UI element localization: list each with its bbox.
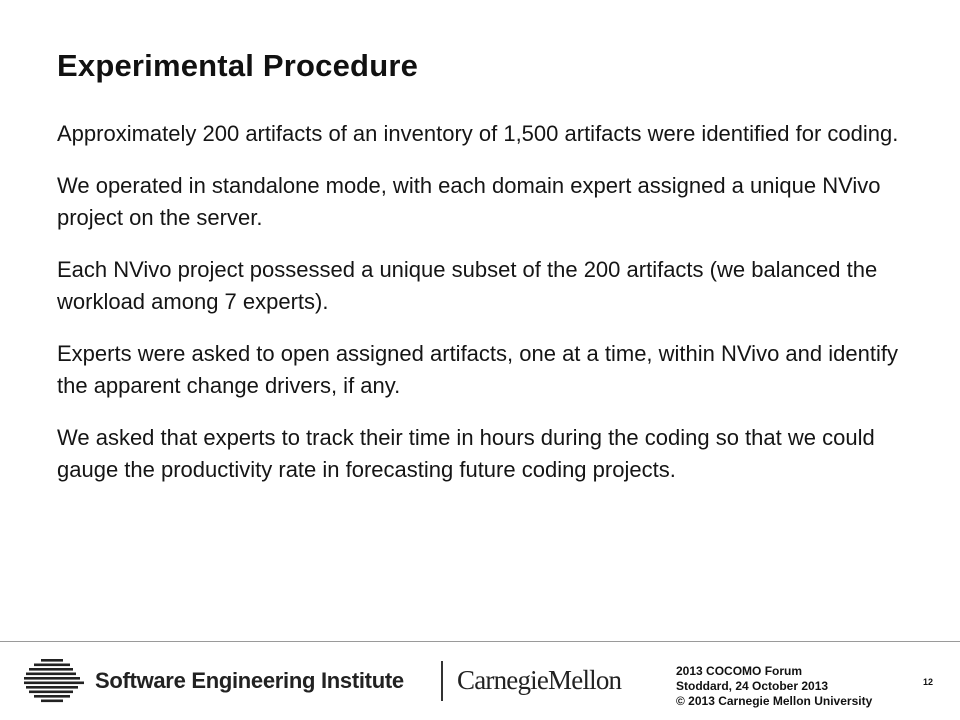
paragraph: Approximately 200 artifacts of an inventory of 1,500 artifacts were identified for coding.	[57, 121, 899, 146]
cmu-name: CarnegieMellon	[457, 665, 622, 695]
paragraph: We operated in standalone mode, with each domain expert assigned a unique NVivo project on the server.	[57, 173, 881, 230]
paragraph: Experts were asked to open assigned artifacts, one at a time, within NVivo and identify the apparent change drivers, if any.	[57, 341, 898, 398]
footer-author-date: Stoddard, 24 October 2013	[676, 679, 829, 693]
slide-body	[57, 118, 907, 506]
footer-copyright: © 2013 Carnegie Mellon University	[676, 694, 873, 708]
logo-divider	[441, 661, 443, 701]
sei-name: Software Engineering Institute	[95, 668, 404, 693]
sei-globe-logo-icon	[24, 657, 84, 703]
footer-event: 2013 COCOMO Forum	[676, 664, 803, 678]
paragraph: We asked that experts to track their time in hours during the coding so that we could gauge the productivity rate in forecasting future coding projects.	[57, 425, 875, 482]
paragraph: Each NVivo project possessed a unique subset of the 200 artifacts (we balanced the workload among 7 experts).	[57, 257, 878, 314]
footer-info	[676, 664, 872, 709]
footer-divider-line	[0, 641, 960, 642]
slide-title: Experimental Procedure	[57, 48, 419, 83]
page-number: 12	[923, 677, 934, 687]
